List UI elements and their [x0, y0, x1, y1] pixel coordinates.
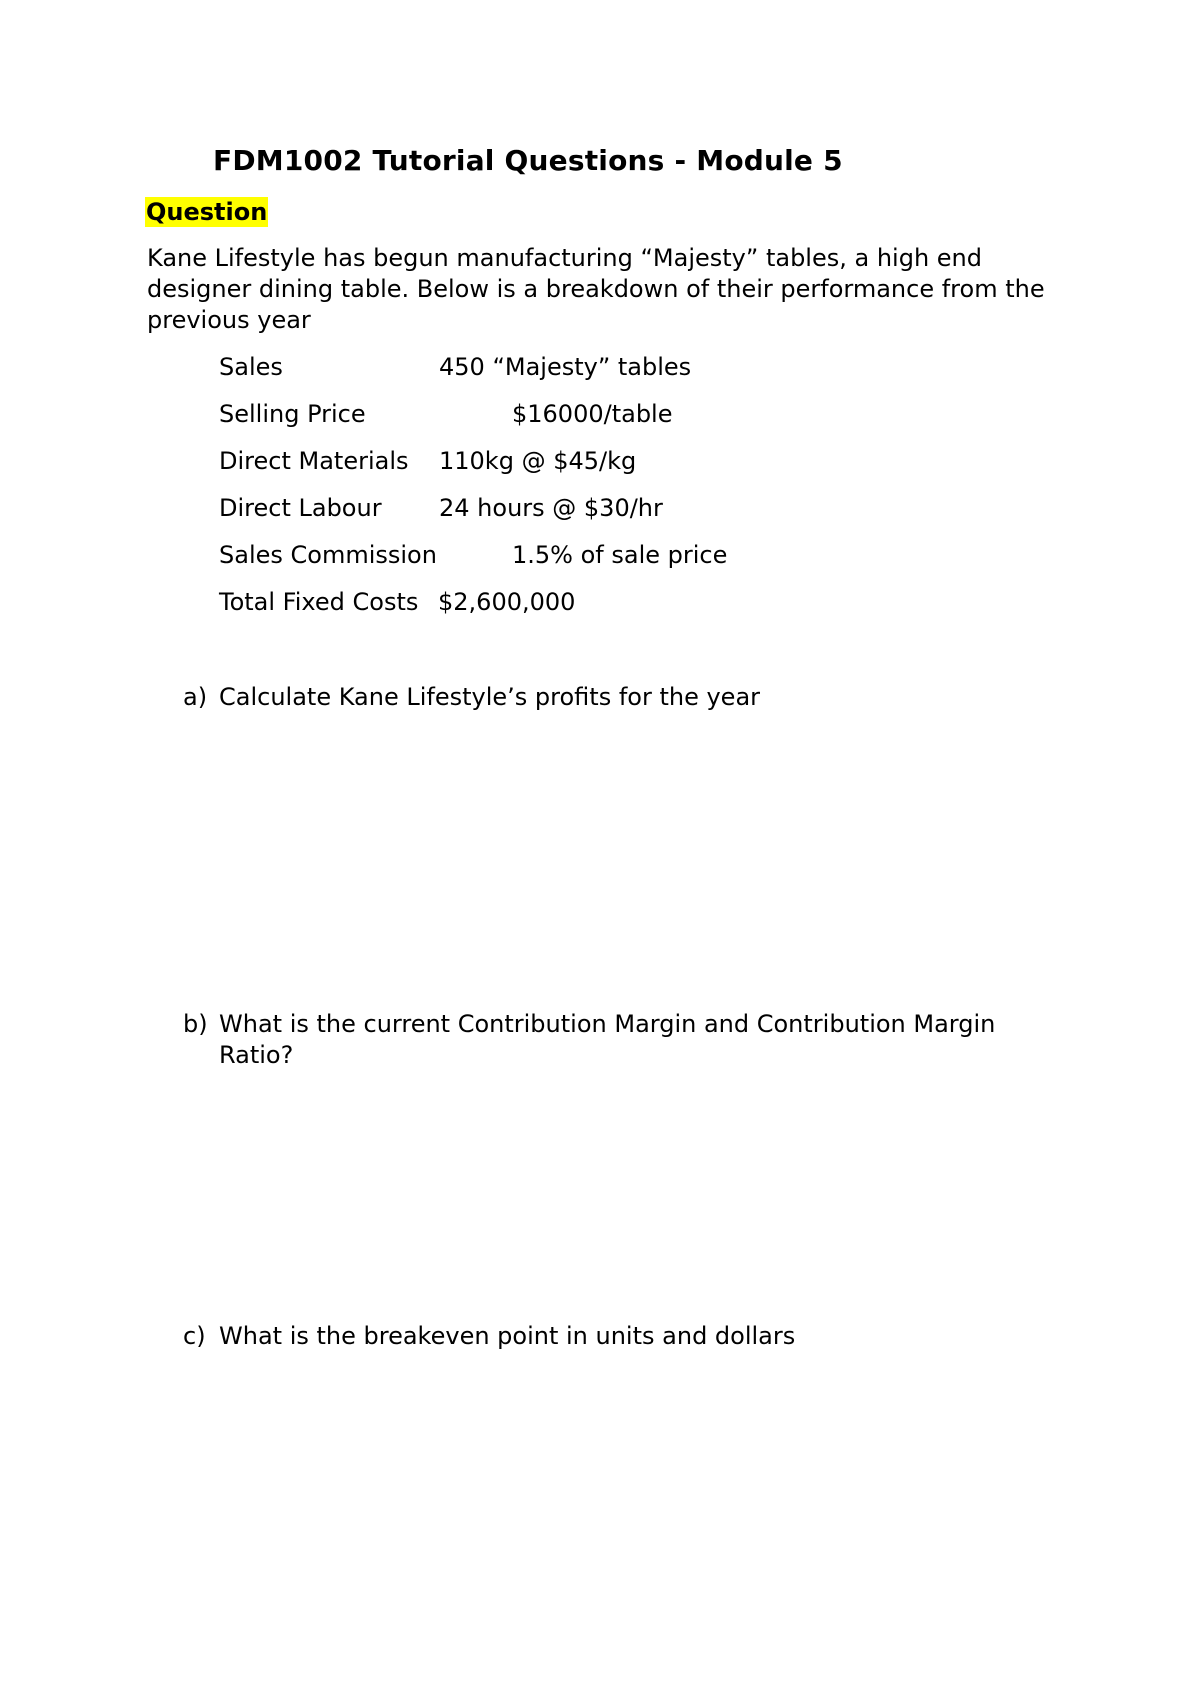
- detail-label: Selling Price: [219, 400, 366, 428]
- detail-label: Direct Materials: [219, 447, 409, 475]
- detail-value: 1.5% of sale price: [512, 541, 728, 569]
- question-letter: c): [183, 1322, 206, 1350]
- detail-label: Sales: [219, 353, 283, 381]
- question-text: What is the breakeven point in units and dollars: [219, 1322, 796, 1350]
- question-heading: Question: [146, 198, 268, 226]
- intro-paragraph: Kane Lifestyle has begun manufacturing “Majesty” tables, a high end designer dining table. Below is a breakdown of their performance from the previous year: [147, 244, 1045, 334]
- detail-label: Sales Commission: [219, 541, 437, 569]
- question-text: What is the current Contribution Margin and Contribution Margin Ratio?: [219, 1010, 996, 1069]
- detail-value: $2,600,000: [438, 588, 576, 616]
- question-text: Calculate Kane Lifestyle’s profits for the year: [219, 683, 761, 711]
- detail-label: Direct Labour: [219, 494, 382, 522]
- detail-value: 450 “Majesty” tables: [439, 353, 692, 381]
- detail-value: $16000/table: [512, 400, 673, 428]
- detail-value: 24 hours @ $30/hr: [439, 494, 663, 522]
- question-letter: a): [183, 683, 208, 711]
- question-letter: b): [183, 1010, 208, 1038]
- detail-value: 110kg @ $45/kg: [439, 447, 637, 475]
- page-title: FDM1002 Tutorial Questions - Module 5: [213, 144, 843, 177]
- detail-label: Total Fixed Costs: [219, 588, 419, 616]
